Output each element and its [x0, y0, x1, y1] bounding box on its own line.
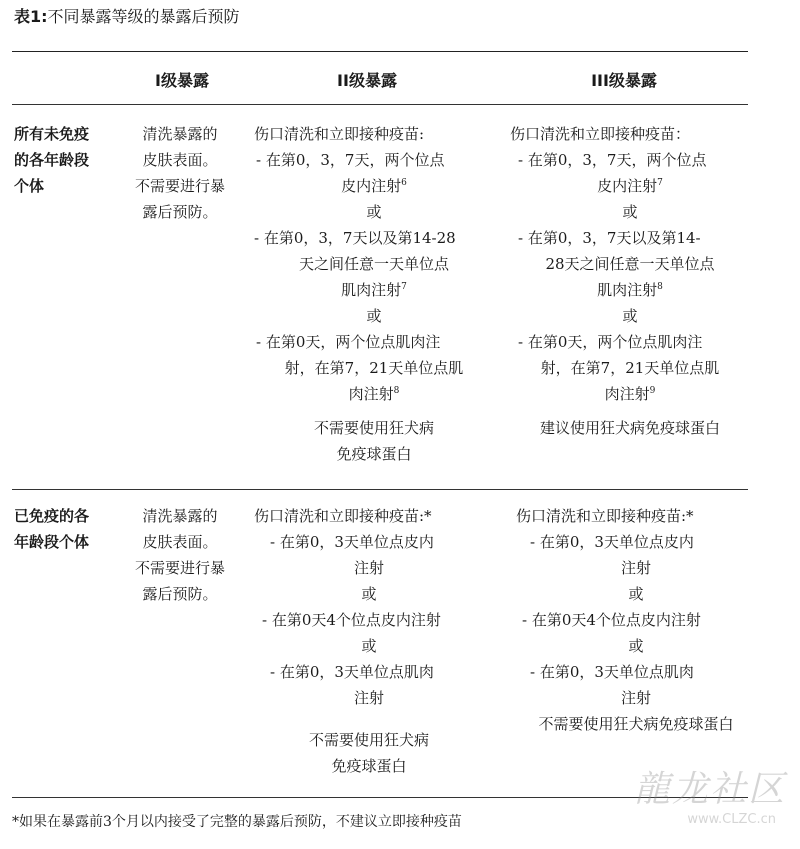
cell-line: 皮肤表面。 [142, 151, 218, 169]
row-divider [12, 489, 748, 490]
option-line: - 在第0天，两个位点肌肉注 [518, 333, 703, 351]
row-label-immunized [14, 503, 110, 555]
option-line: - 在第0天，两个位点肌肉注 [256, 333, 441, 351]
cell-intro: 伤口清洗和立即接种疫苗: [254, 125, 425, 143]
or-separator: 或 [628, 637, 644, 655]
option-line: - 在第0，3，7天，两个位点 [256, 151, 445, 169]
option-line: - 在第0，3天单位点肌肉 [530, 663, 694, 681]
cell-row1-level1 [118, 121, 242, 225]
option-line: - 在第0，3天单位点肌肉 [270, 663, 434, 681]
cell-note: 免疫球蛋白 [331, 757, 407, 775]
or-separator: 或 [628, 585, 644, 603]
option-line: - 在第0，3天单位点皮内 [530, 533, 694, 551]
option-line: 肌肉注射 [597, 281, 658, 299]
option-line: 肌肉注射 [341, 281, 402, 299]
cell-intro: 伤口清洗和立即接种疫苗:* [516, 507, 694, 525]
option-line: 肉注射 [604, 385, 650, 403]
option-line: - 在第0，3，7天以及第14-28 [254, 229, 456, 247]
option-line: - 在第0天4个位点皮内注射 [262, 611, 441, 629]
cell-line: 清洗暴露的 [142, 507, 218, 525]
cell-note: 免疫球蛋白 [336, 445, 412, 463]
or-separator: 或 [622, 307, 638, 325]
caption-label: 表1: [14, 7, 48, 26]
caption-title: 不同暴露等级的暴露后预防 [47, 7, 240, 26]
row-label-line: 个体 [14, 177, 45, 195]
option-line: 射，在第7，21天单位点肌 [540, 359, 720, 377]
option-line: 注射 [620, 559, 651, 577]
option-line: 皮内注射 [341, 177, 402, 195]
option-line: - 在第0，3，7天以及第14- [518, 229, 701, 247]
cell-row1-level2 [254, 121, 494, 467]
cell-note: 不需要使用狂犬病免疫球蛋白 [538, 715, 734, 733]
header-rule [12, 104, 748, 105]
cell-line: 不需要进行暴 [134, 177, 225, 195]
cell-row2-level2 [254, 503, 484, 779]
option-line: - 在第0，3天单位点皮内 [270, 533, 434, 551]
cell-note: 不需要使用狂犬病 [308, 731, 429, 749]
cell-line: 清洗暴露的 [142, 125, 218, 143]
option-line: 注射 [620, 689, 651, 707]
cell-line: 露后预防。 [142, 585, 218, 603]
option-line: 天之间任意一天单位点 [298, 255, 449, 273]
reference-sup: 6 [401, 178, 407, 188]
reference-sup: 7 [401, 282, 407, 292]
table-footnote: *如果在暴露前3个月以内接受了完整的暴露后预防，不建议立即接种疫苗 [12, 814, 462, 830]
table-caption [14, 6, 240, 28]
watermark-text: 龍龙社区 [633, 769, 786, 810]
watermark-logo [632, 768, 788, 840]
cell-intro: 伤口清洗和立即接种疫苗： [510, 125, 691, 143]
cell-note: 建议使用狂犬病免疫球蛋白 [539, 419, 720, 437]
cell-line: 露后预防。 [142, 203, 218, 221]
cell-row2-level1 [118, 503, 242, 607]
top-rule [12, 51, 748, 52]
header-level1: I级暴露 [155, 71, 209, 90]
reference-sup: 9 [649, 386, 656, 396]
reference-sup: 8 [657, 282, 663, 292]
option-line: 28天之间任意一天单位点 [545, 255, 715, 273]
cell-note: 不需要使用狂犬病 [313, 419, 434, 437]
or-separator: 或 [361, 585, 377, 603]
or-separator: 或 [366, 307, 382, 325]
option-line: 射，在第7，21天单位点肌 [284, 359, 464, 377]
row-label-line: 已免疫的各 [14, 507, 90, 525]
header-level3: III级暴露 [591, 71, 657, 90]
option-line: 注射 [353, 689, 384, 707]
cell-intro: 伤口清洗和立即接种疫苗:* [254, 507, 432, 525]
option-line: 注射 [353, 559, 384, 577]
or-separator: 或 [622, 203, 638, 221]
option-line: - 在第0天4个位点皮内注射 [522, 611, 701, 629]
cell-row1-level3 [510, 121, 750, 441]
or-separator: 或 [361, 637, 377, 655]
option-line: 皮内注射 [597, 177, 658, 195]
option-line: 肉注射 [348, 385, 394, 403]
watermark-url: www.CLZC.cn [687, 812, 776, 827]
row-label-line: 的各年龄段 [14, 151, 90, 169]
header-level2: II级暴露 [337, 71, 397, 90]
reference-sup: 8 [393, 386, 400, 396]
row-label-unimmunized [14, 121, 110, 199]
row-label-line: 所有未免疫 [14, 125, 90, 143]
cell-line: 不需要进行暴 [134, 559, 225, 577]
row-label-line: 年龄段个体 [14, 533, 90, 551]
cell-row2-level3 [516, 503, 756, 737]
or-separator: 或 [366, 203, 382, 221]
option-line: - 在第0，3，7天，两个位点 [518, 151, 707, 169]
reference-sup: 7 [657, 178, 663, 188]
cell-line: 皮肤表面。 [142, 533, 218, 551]
